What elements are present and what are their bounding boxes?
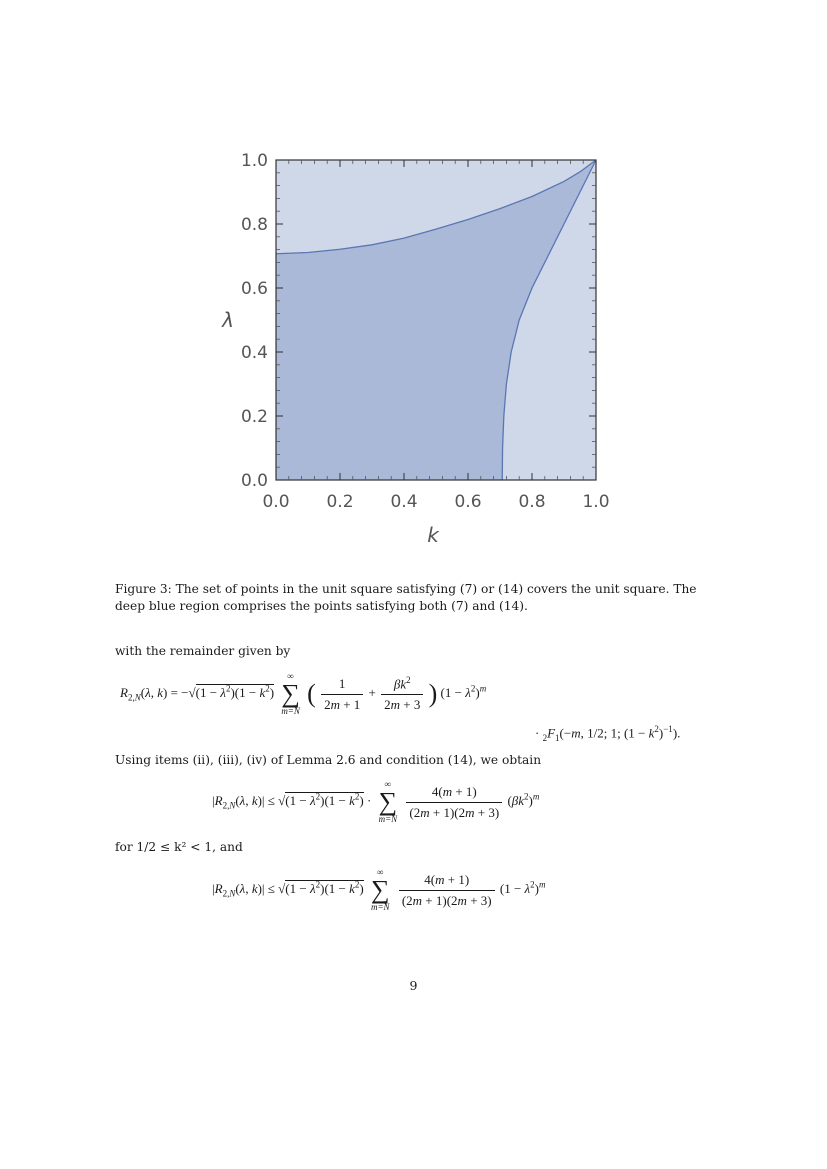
y-tick-label: 0.8: [240, 215, 268, 235]
x-tick-label: 0.4: [390, 492, 418, 512]
paragraph-lemma: Using items (ii), (iii), (iv) of Lemma 2.6 and condition (14), we obtain: [115, 753, 542, 767]
equation-bound-1: $|R_{2,N}(\lambda$, $k)| \le √(1 - \lambda^2)(1 - k^2)$ · ∞ ∑ m=N $\frac{4(m + 1)}{(2m + 1)(2m + 3)}$ $(\beta k^2)^m$: [212, 779, 540, 824]
y-tick-label: 0.2: [240, 407, 268, 427]
equation-hypergeometric: · $_2F_1(-m$, 1/2; 1; $(1 - k^2)^{-1}$).: [535, 724, 681, 743]
y-axis-label: λ: [222, 308, 234, 332]
y-tick-label: 0.6: [240, 279, 268, 299]
y-tick-label: 1.0: [240, 151, 268, 171]
x-tick-label: 0.0: [262, 492, 290, 512]
plot-area: [276, 160, 596, 480]
y-tick-label: 0.0: [240, 471, 268, 491]
x-tick-label: 0.2: [326, 492, 354, 512]
y-tick-label: 0.4: [240, 343, 268, 363]
equation-bound-2: $|R_{2,N}(\lambda$, $k)| \le √(1 - \lambda^2)(1 - k^2)$ ∞ ∑ m=N $\frac{4(m + 1)}{(2m + 1)(2m + 3)}$ $(1 - \lambda^2)^m$: [212, 867, 546, 912]
paragraph-remainder: with the remainder given by: [115, 644, 291, 658]
equation-remainder: $R_{2,N}(\lambda$, $k) = -√(1 - \lambda^2)(1 - k^2)$ ∞ ∑ m=N ( $\frac{1}{2m + 1}$ + $\frac{\beta k^2}{2m + 3}$ ) $(1 - \lambda^2)^m$: [120, 671, 487, 716]
page-number: 9: [409, 978, 418, 993]
figure-caption: Figure 3: The set of points in the unit square satisfying (7) or (14) covers the unit square. The deep blue region comprises the points satisfying both (7) and (14).: [115, 582, 697, 613]
paragraph-condition: for 1/2 ≤ k² < 1, and: [115, 840, 243, 854]
figure-3-plot: [218, 140, 618, 560]
x-tick-label: 1.0: [582, 492, 610, 512]
x-tick-label: 0.8: [518, 492, 546, 512]
x-axis-label: k: [427, 523, 439, 547]
x-tick-label: 0.6: [454, 492, 482, 512]
